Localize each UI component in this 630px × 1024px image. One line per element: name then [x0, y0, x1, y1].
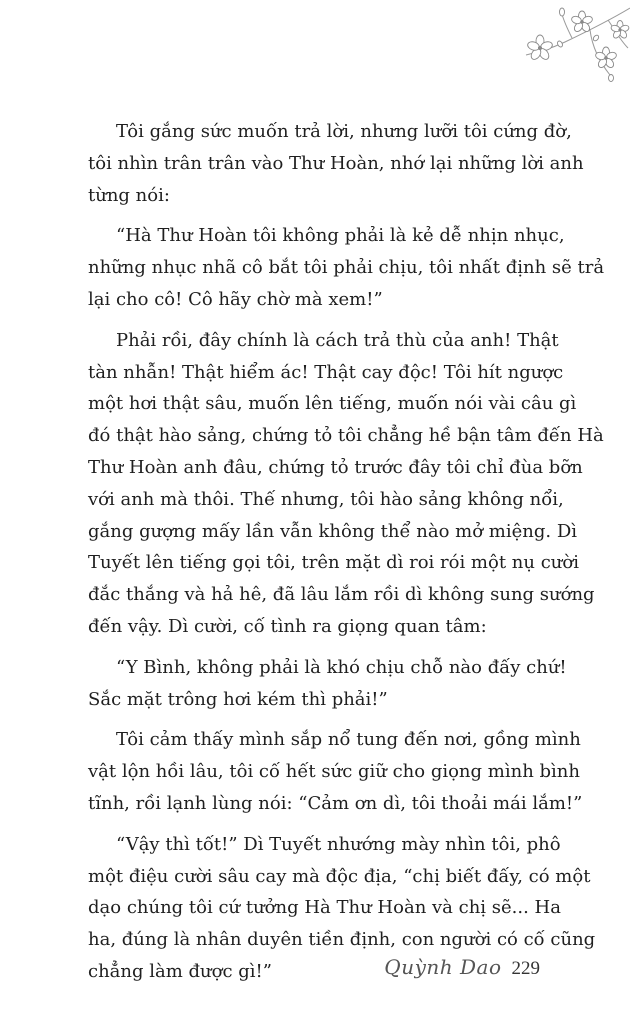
paragraph-1	[88, 116, 584, 211]
text-line: Tôi cảm thấy mình sắp nổ tung đến nơi, gồng mình	[116, 729, 581, 751]
text-line: Tuyết lên tiếng gọi tôi, trên mặt dì roi rói một nụ cười	[88, 552, 579, 574]
text-line: một hơi thật sâu, muốn lên tiếng, muốn nói vài câu gì	[88, 393, 577, 415]
body-text	[88, 116, 605, 997]
paragraph-4	[88, 652, 567, 716]
page-footer	[384, 955, 540, 980]
text-line: với anh mà thôi. Thế nhưng, tôi hào sảng không nổi,	[88, 488, 564, 510]
text-line: từng nói:	[88, 184, 170, 206]
text-line: Thư Hoàn anh đâu, chứng tỏ trước đây tôi chỉ đùa bỡn	[88, 456, 583, 478]
page-number: 229	[511, 958, 540, 979]
text-line: “Hà Thư Hoàn tôi không phải là kẻ dễ nhịn nhục,	[116, 225, 565, 247]
text-line: ha, đúng là nhân duyên tiền định, con người có cố cũng	[88, 929, 596, 951]
text-line: vật lộn hồi lâu, tôi cố hết sức giữ cho giọng mình bình	[88, 761, 580, 783]
text-line: một điệu cười sâu cay mà độc địa, “chị biết đấy, có một	[88, 865, 591, 887]
text-line: Phải rồi, đây chính là cách trả thù của anh! Thật	[116, 329, 559, 351]
text-line: Tôi gắng sức muốn trả lời, nhưng lưỡi tôi cứng đờ,	[116, 121, 572, 142]
text-line: tĩnh, rồi lạnh lùng nói: “Cảm ơn dì, tôi thoải mái lắm!”	[88, 792, 583, 814]
text-line: “Y Bình, không phải là khó chịu chỗ nào đấy chứ!	[116, 656, 567, 678]
text-line: “Vậy thì tốt!” Dì Tuyết nhướng mày nhìn tôi, phô	[116, 833, 561, 855]
cherry-blossom-branch-icon	[480, 0, 630, 100]
paragraph-5	[88, 724, 583, 819]
paragraph-2	[88, 220, 605, 315]
text-line: tàn nhẫn! Thật hiểm ác! Thật cay độc! Tôi hít ngược	[88, 361, 564, 383]
author-signature: Quỳnh Dao	[384, 955, 502, 979]
text-line: những nhục nhã cô bắt tôi phải chịu, tôi nhất định sẽ trả	[88, 257, 605, 279]
text-line: lại cho cô! Cô hãy chờ mà xem!”	[88, 288, 383, 310]
text-line: dạo chúng tôi cứ tưởng Hà Thư Hoàn và chị sẽ... Ha	[88, 897, 561, 919]
paragraph-3	[88, 325, 604, 643]
text-line: đến vậy. Dì cười, cố tình ra giọng quan tâm:	[88, 615, 487, 637]
text-line: đắc thắng và hả hê, đã lâu lắm rồi dì không sung sướng	[88, 584, 595, 606]
text-line: tôi nhìn trân trân vào Thư Hoàn, nhớ lại những lời anh	[88, 152, 584, 174]
text-line: chẳng làm được gì!”	[88, 960, 272, 982]
text-line: Sắc mặt trông hơi kém thì phải!”	[88, 688, 388, 710]
text-line: gắng gượng mấy lần vẫn không thể nào mở miệng. Dì	[88, 520, 578, 542]
text-line: đó thật hào sảng, chứng tỏ tôi chẳng hề bận tâm đến Hà	[88, 425, 604, 447]
